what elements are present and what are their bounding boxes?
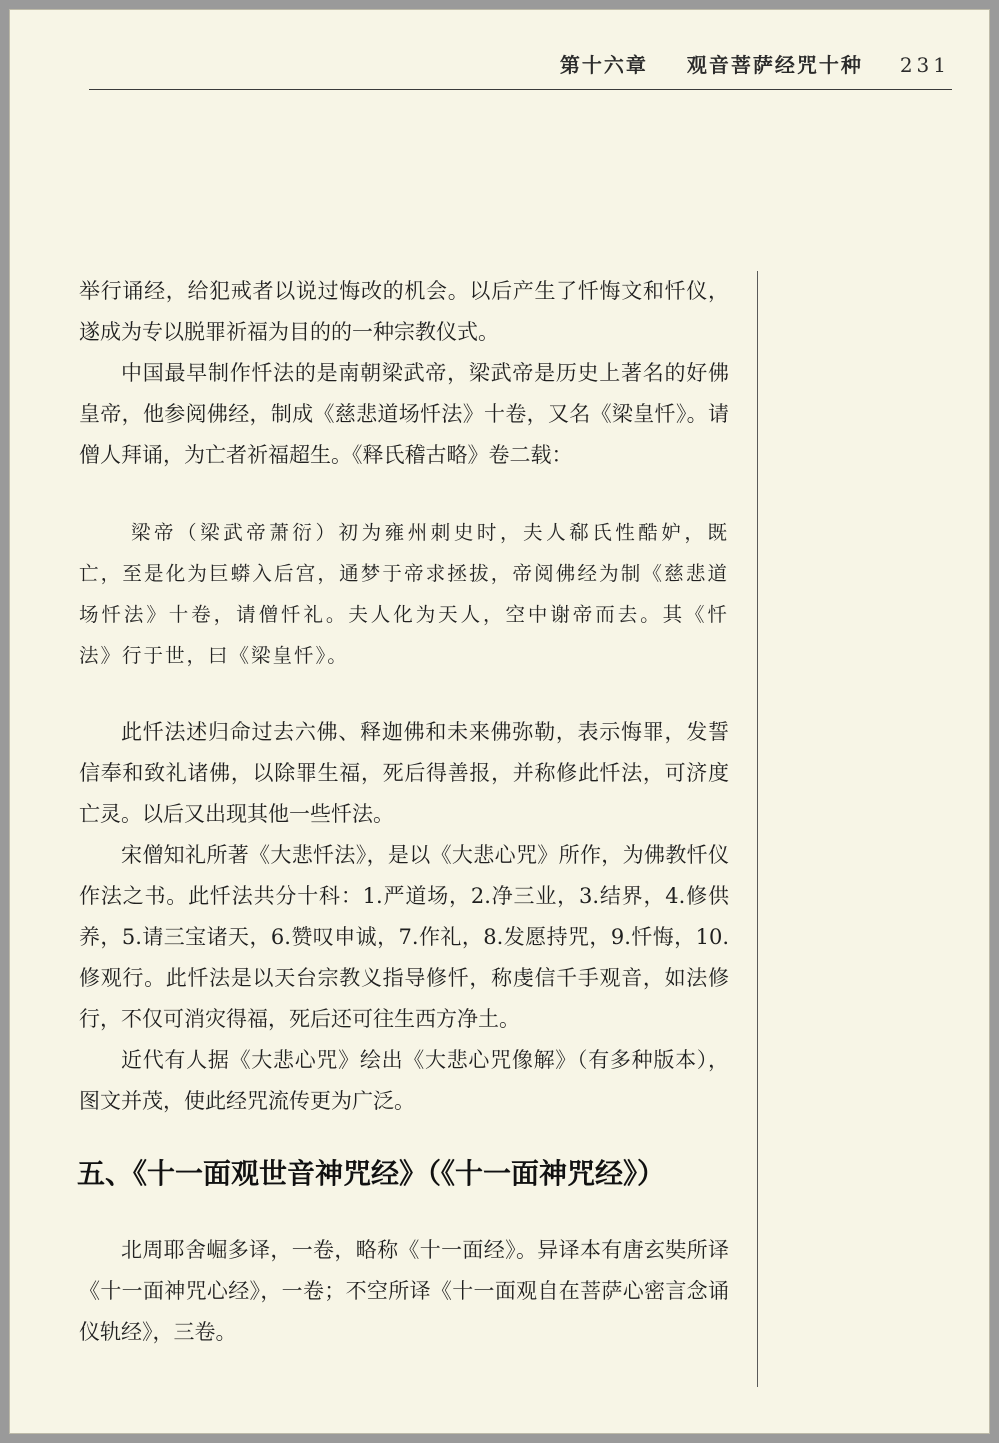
paragraph: 宋僧知礼所著《大悲忏法》，是以《大悲心咒》所作，为佛教忏仪作法之书。此忏法共分十科：1.严道场，2.净三业，3.结界，4.修供养，5.请三宝诸天，6.赞叹申诚，7.作礼，8.发愿持咒，9.忏悔，10.修观行。此忏法是以天台宗教义指导修忏，称虔信千手观音，如法修行，不仅可消灾得福，死后还可往生西方净土。 — [79, 843, 729, 1031]
paragraph: 近代有人据《大悲心咒》绘出《大悲心咒像解》（有多种版本），图文并茂，使此经咒流传更为广泛。 — [79, 1048, 729, 1113]
header-title: 观音菩萨经咒十种 — [686, 53, 863, 77]
quote-text: 梁帝（梁武帝萧衍）初为雍州刺史时，夫人郗氏性酷妒，既亡，至是化为巨蟒入后宫，通梦于帝求拯拔，帝阅佛经为制《慈悲道场忏法》十卷，请僧忏礼。夫人化为天人，空中谢帝而去。其《忏法》行于世，曰《梁皇忏》。 — [79, 521, 729, 667]
body-text — [79, 271, 729, 1353]
paragraph: 举行诵经，给犯戒者以说过悔改的机会。以后产生了忏悔文和忏仪，遂成为专以脱罪祈福为目的的一种宗教仪式。 — [79, 279, 729, 344]
margin-rule — [757, 271, 758, 1387]
book-page — [9, 9, 990, 1434]
header-text — [560, 49, 950, 78]
block-quote — [79, 512, 729, 676]
paragraph: 此忏法述归命过去六佛、释迦佛和未来佛弥勒，表示悔罪，发誓信奉和致礼诸佛，以除罪生福，死后得善报，并称修此忏法，可济度亡灵。以后又出现其他一些忏法。 — [79, 720, 729, 826]
header-chapter: 第十六章 — [559, 53, 648, 77]
running-header — [89, 45, 952, 90]
paragraph: 北周耶舍崛多译，一卷，略称《十一面经》。异译本有唐玄奘所译《十一面神咒心经》，一卷；不空所译《十一面观自在菩萨心密言念诵仪轨经》，三卷。 — [79, 1238, 729, 1344]
section-heading: 五、《十一面观世音神咒经》（《十一面神咒经》） — [77, 1157, 666, 1190]
paragraph: 中国最早制作忏法的是南朝梁武帝，梁武帝是历史上著名的好佛皇帝，他参阅佛经，制成《慈悲道场忏法》十卷，又名《梁皇忏》。请僧人拜诵，为亡者祈福超生。《释氏稽古略》卷二载： — [79, 361, 729, 467]
page-number: 231 — [899, 53, 950, 77]
